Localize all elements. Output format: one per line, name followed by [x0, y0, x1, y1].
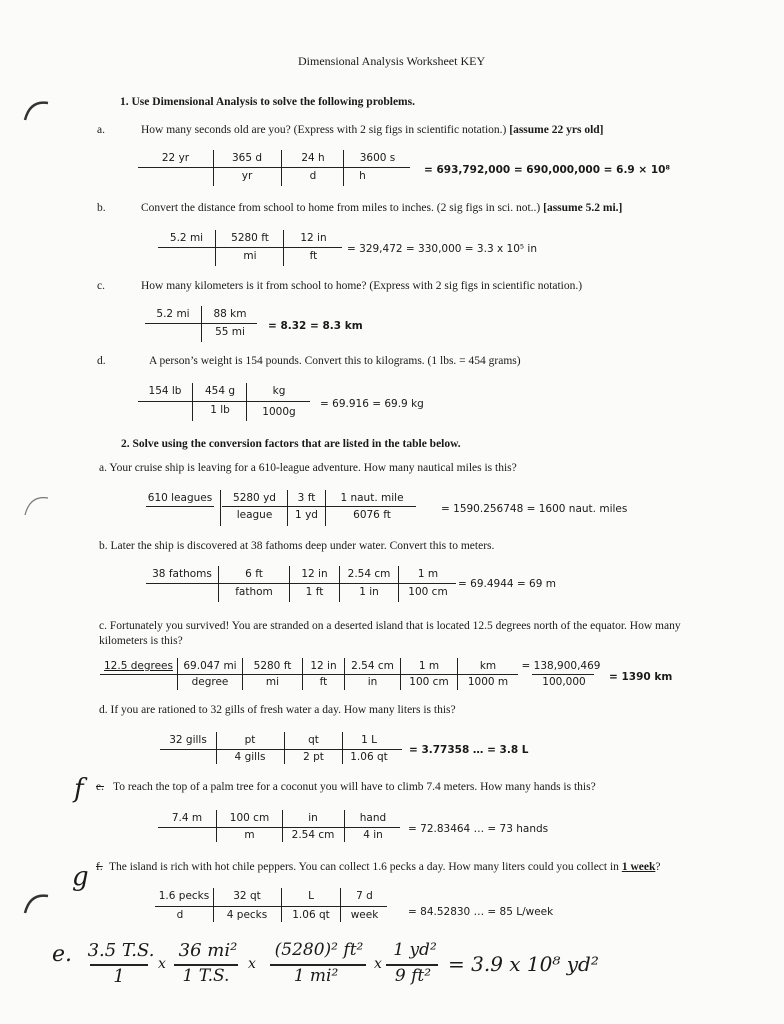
- result-2c: = 1390 km: [609, 671, 673, 683]
- equation-1d: 154 lb 454 g kg 1 lb 1000g: [138, 383, 318, 423]
- part2-heading: 2. Solve using the conversion factors that are listed in the table below.: [121, 438, 461, 450]
- hand-letter-f: f: [74, 774, 84, 804]
- question-2d: d. If you are rationed to 32 gills of fresh water a day. How many liters is this?: [99, 704, 456, 716]
- question-2f: The island is rich with hot chile peppers. You can collect 1.6 pecks a day. How many liters could you collect in 1 week?: [109, 861, 661, 873]
- hand-e-label: e.: [52, 942, 73, 967]
- equation-1b: 5.2 mi 5280 ft 12 in mi ft: [158, 230, 348, 266]
- question-1c: How many kilometers is it from school to home? (Express with 2 sig figs in scientific notation.): [141, 280, 583, 292]
- equation-2c: 12.5 degrees 69.047 mi 5280 ft 12 in 2.54 cm 1 m km degree mi ft in 100 cm 1000 m = 138,900,469 100,000: [100, 658, 620, 694]
- question-2b: b. Later the ship is discovered at 38 fathoms deep under water. Convert this to meters.: [99, 540, 495, 552]
- result-1c: = 8.32 = 8.3 km: [268, 320, 363, 332]
- equation-2b: 38 fathoms 6 ft 12 in 2.54 cm 1 m fathom 1 ft 1 in 100 cm: [146, 566, 466, 604]
- equation-1a: 22 yr 365 d 24 h 3600 s yr d h: [138, 150, 418, 186]
- result-2e: = 72.83464 … = 73 hands: [408, 823, 549, 835]
- result-1b: = 329,472 = 330,000 = 3.3 x 10⁵ in: [347, 243, 537, 255]
- result-2d: = 3.77358 … = 3.8 L: [409, 744, 529, 756]
- result-1d: = 69.916 = 69.9 kg: [320, 398, 424, 410]
- result-2a: = 1590.256748 = 1600 naut. miles: [441, 503, 628, 515]
- binder-hole-mark-icon: [20, 490, 50, 520]
- question-2a: a. Your cruise ship is leaving for a 610-league adventure. How many nautical miles is this?: [99, 462, 517, 474]
- printed-letter-f: f.: [96, 861, 103, 873]
- question-2e: To reach the top of a palm tree for a coconut you will have to climb 7.4 meters. How many hands is this?: [113, 781, 596, 793]
- part1-heading: 1. Use Dimensional Analysis to solve the following problems.: [120, 96, 415, 108]
- equation-1c: 5.2 mi 88 km 55 mi: [145, 306, 265, 342]
- equation-2e: 7.4 m 100 cm in hand m 2.54 cm 4 in: [158, 810, 408, 848]
- page-title: Dimensional Analysis Worksheet KEY: [298, 54, 486, 68]
- question-1b: Convert the distance from school to home from miles to inches. (2 sig figs in sci. not..) [assume 5.2 mi.]: [141, 202, 623, 214]
- printed-letter-e: e.: [96, 781, 104, 793]
- letter-1c: c.: [97, 280, 105, 292]
- letter-1b: b.: [97, 202, 106, 214]
- equation-2d: 32 gills pt qt 1 L 4 gills 2 pt 1.06 qt: [160, 732, 410, 770]
- equation-2f: 1.6 pecks 32 qt L 7 d d 4 pecks 1.06 qt week: [155, 888, 405, 928]
- letter-1d: d.: [97, 355, 106, 367]
- result-2b: = 69.4944 = 69 m: [458, 578, 556, 590]
- binder-hole-mark-icon: [20, 95, 50, 125]
- question-1a: How many seconds old are you? (Express with 2 sig figs in scientific notation.) [assume 22 yrs old]: [141, 124, 604, 136]
- equation-2a: 610 leagues 5280 yd 3 ft 1 naut. mile league 1 yd 6076 ft: [146, 490, 436, 526]
- result-2f: = 84.52830 … = 85 L/week: [408, 906, 554, 918]
- hand-letter-g: g: [72, 862, 89, 892]
- binder-hole-mark-icon: [20, 888, 50, 918]
- letter-1a: a.: [97, 124, 105, 136]
- result-1a: = 693,792,000 = 690,000,000 = 6.9 × 10⁸: [424, 164, 671, 176]
- question-2c: c. Fortunately you survived! You are stranded on a deserted island that is located 12.5 degrees north of the equator. How many kilometers is this?: [99, 620, 681, 647]
- question-1d: A person’s weight is 154 pounds. Convert this to kilograms. (1 lbs. = 454 grams): [149, 355, 521, 367]
- hand-equation: 3.5 T.S. 1 x 36 mi² 1 T.S. x (5280)² ft² 1 mi² x 1 yd² 9 ft² = 3.9 x 10⁸ yd²: [87, 940, 599, 987]
